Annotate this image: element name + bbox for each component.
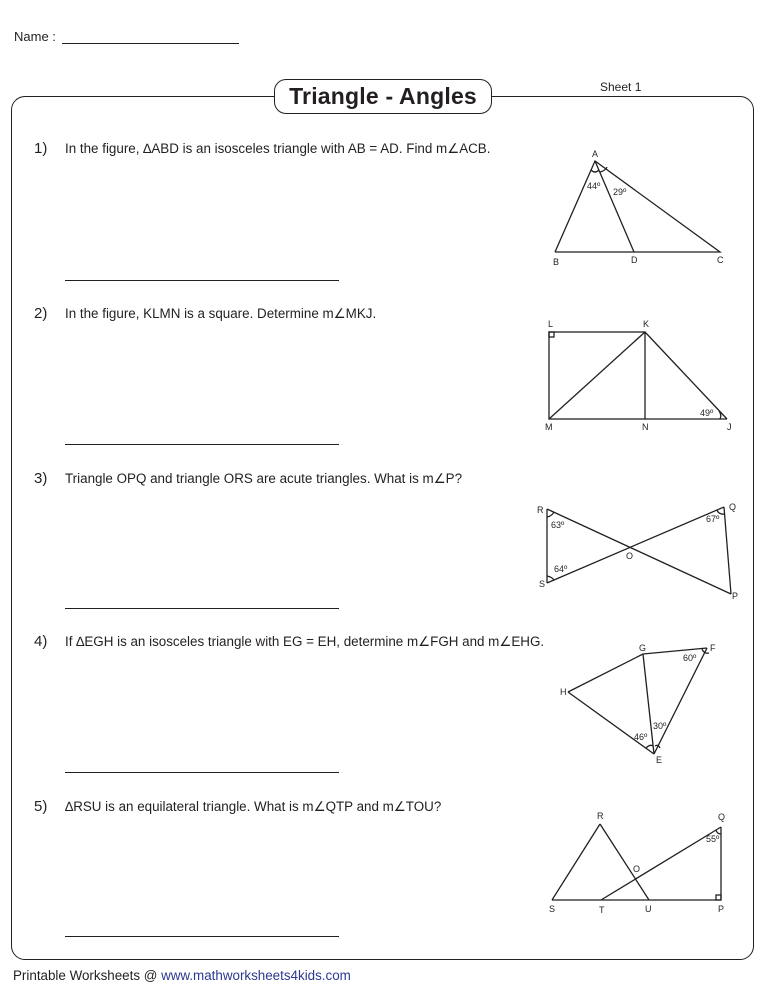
label-f: F [710, 643, 716, 653]
label-s: S [549, 904, 556, 914]
angle-63: 63º [551, 520, 565, 530]
label-r: R [537, 505, 544, 515]
name-blank-line [62, 28, 239, 44]
question-number: 5) [34, 798, 48, 815]
label-h: H [560, 687, 567, 697]
worksheet-title: Triangle - Angles [274, 79, 492, 114]
angle-67: 67º [706, 514, 720, 524]
label-t: T [599, 905, 605, 915]
footer-prefix: Printable Worksheets @ [13, 968, 162, 983]
figure-1-triangle-abd [540, 140, 740, 270]
question-3 [34, 470, 462, 487]
question-5 [34, 798, 441, 815]
question-2 [34, 305, 376, 322]
question-1 [34, 140, 490, 157]
label-a: A [592, 149, 599, 159]
footer-link[interactable]: www.mathworksheets4kids.com [161, 968, 351, 983]
label-o: O [626, 551, 634, 561]
question-text: If ∆EGH is an isosceles triangle with EG = EH, determine m∠FGH and m∠EHG. [65, 634, 545, 649]
label-d: D [631, 255, 638, 265]
angle-49: 49º [700, 408, 714, 418]
label-r: R [597, 811, 604, 821]
question-text: Triangle OPQ and triangle ORS are acute triangles. What is m∠P? [65, 471, 463, 486]
question-4 [34, 633, 544, 650]
name-label: Name : [14, 29, 56, 44]
answer-line-3 [65, 608, 339, 609]
label-s: S [539, 579, 546, 589]
question-number: 3) [34, 470, 48, 487]
name-field [14, 28, 239, 44]
label-p: P [718, 904, 725, 914]
label-k: K [643, 319, 650, 329]
angle-55: 55º [706, 834, 720, 844]
label-g: G [639, 643, 647, 653]
label-b: B [553, 257, 560, 267]
question-text: In the figure, ∆ABD is an isosceles triangle with AB = AD. Find m∠ACB. [65, 141, 491, 156]
figure-3-bowtie-triangles [530, 495, 740, 605]
answer-line-4 [65, 772, 339, 773]
question-number: 4) [34, 633, 48, 650]
label-q: Q [718, 812, 726, 822]
figure-4-quadrilateral-efgh [550, 640, 730, 770]
label-c: C [717, 255, 724, 265]
label-p: P [732, 591, 739, 601]
angle-46: 46º [634, 732, 648, 742]
label-o: O [633, 864, 641, 874]
label-e: E [656, 755, 663, 765]
angle-44: 44º [587, 181, 601, 191]
angle-30: 30º [653, 721, 667, 731]
angle-29: 29º [613, 187, 627, 197]
footer [13, 968, 351, 983]
question-text: In the figure, KLMN is a square. Determine m∠MKJ. [65, 306, 377, 321]
question-text: ∆RSU is an equilateral triangle. What is m∠QTP and m∠TOU? [65, 799, 442, 814]
sheet-number: Sheet 1 [600, 80, 642, 94]
label-j: J [727, 422, 732, 432]
angle-64: 64º [554, 564, 568, 574]
answer-line-5 [65, 936, 339, 937]
question-number: 1) [34, 140, 48, 157]
answer-line-1 [65, 280, 339, 281]
answer-line-2 [65, 444, 339, 445]
angle-60: 60º [683, 653, 697, 663]
label-u: U [645, 904, 652, 914]
question-number: 2) [34, 305, 48, 322]
figure-5-equilateral-rsu [540, 805, 740, 920]
figure-2-square-klmn [530, 310, 740, 440]
label-n: N [642, 422, 649, 432]
label-q: Q [729, 502, 737, 512]
label-l: L [548, 319, 554, 329]
label-m: M [545, 422, 553, 432]
